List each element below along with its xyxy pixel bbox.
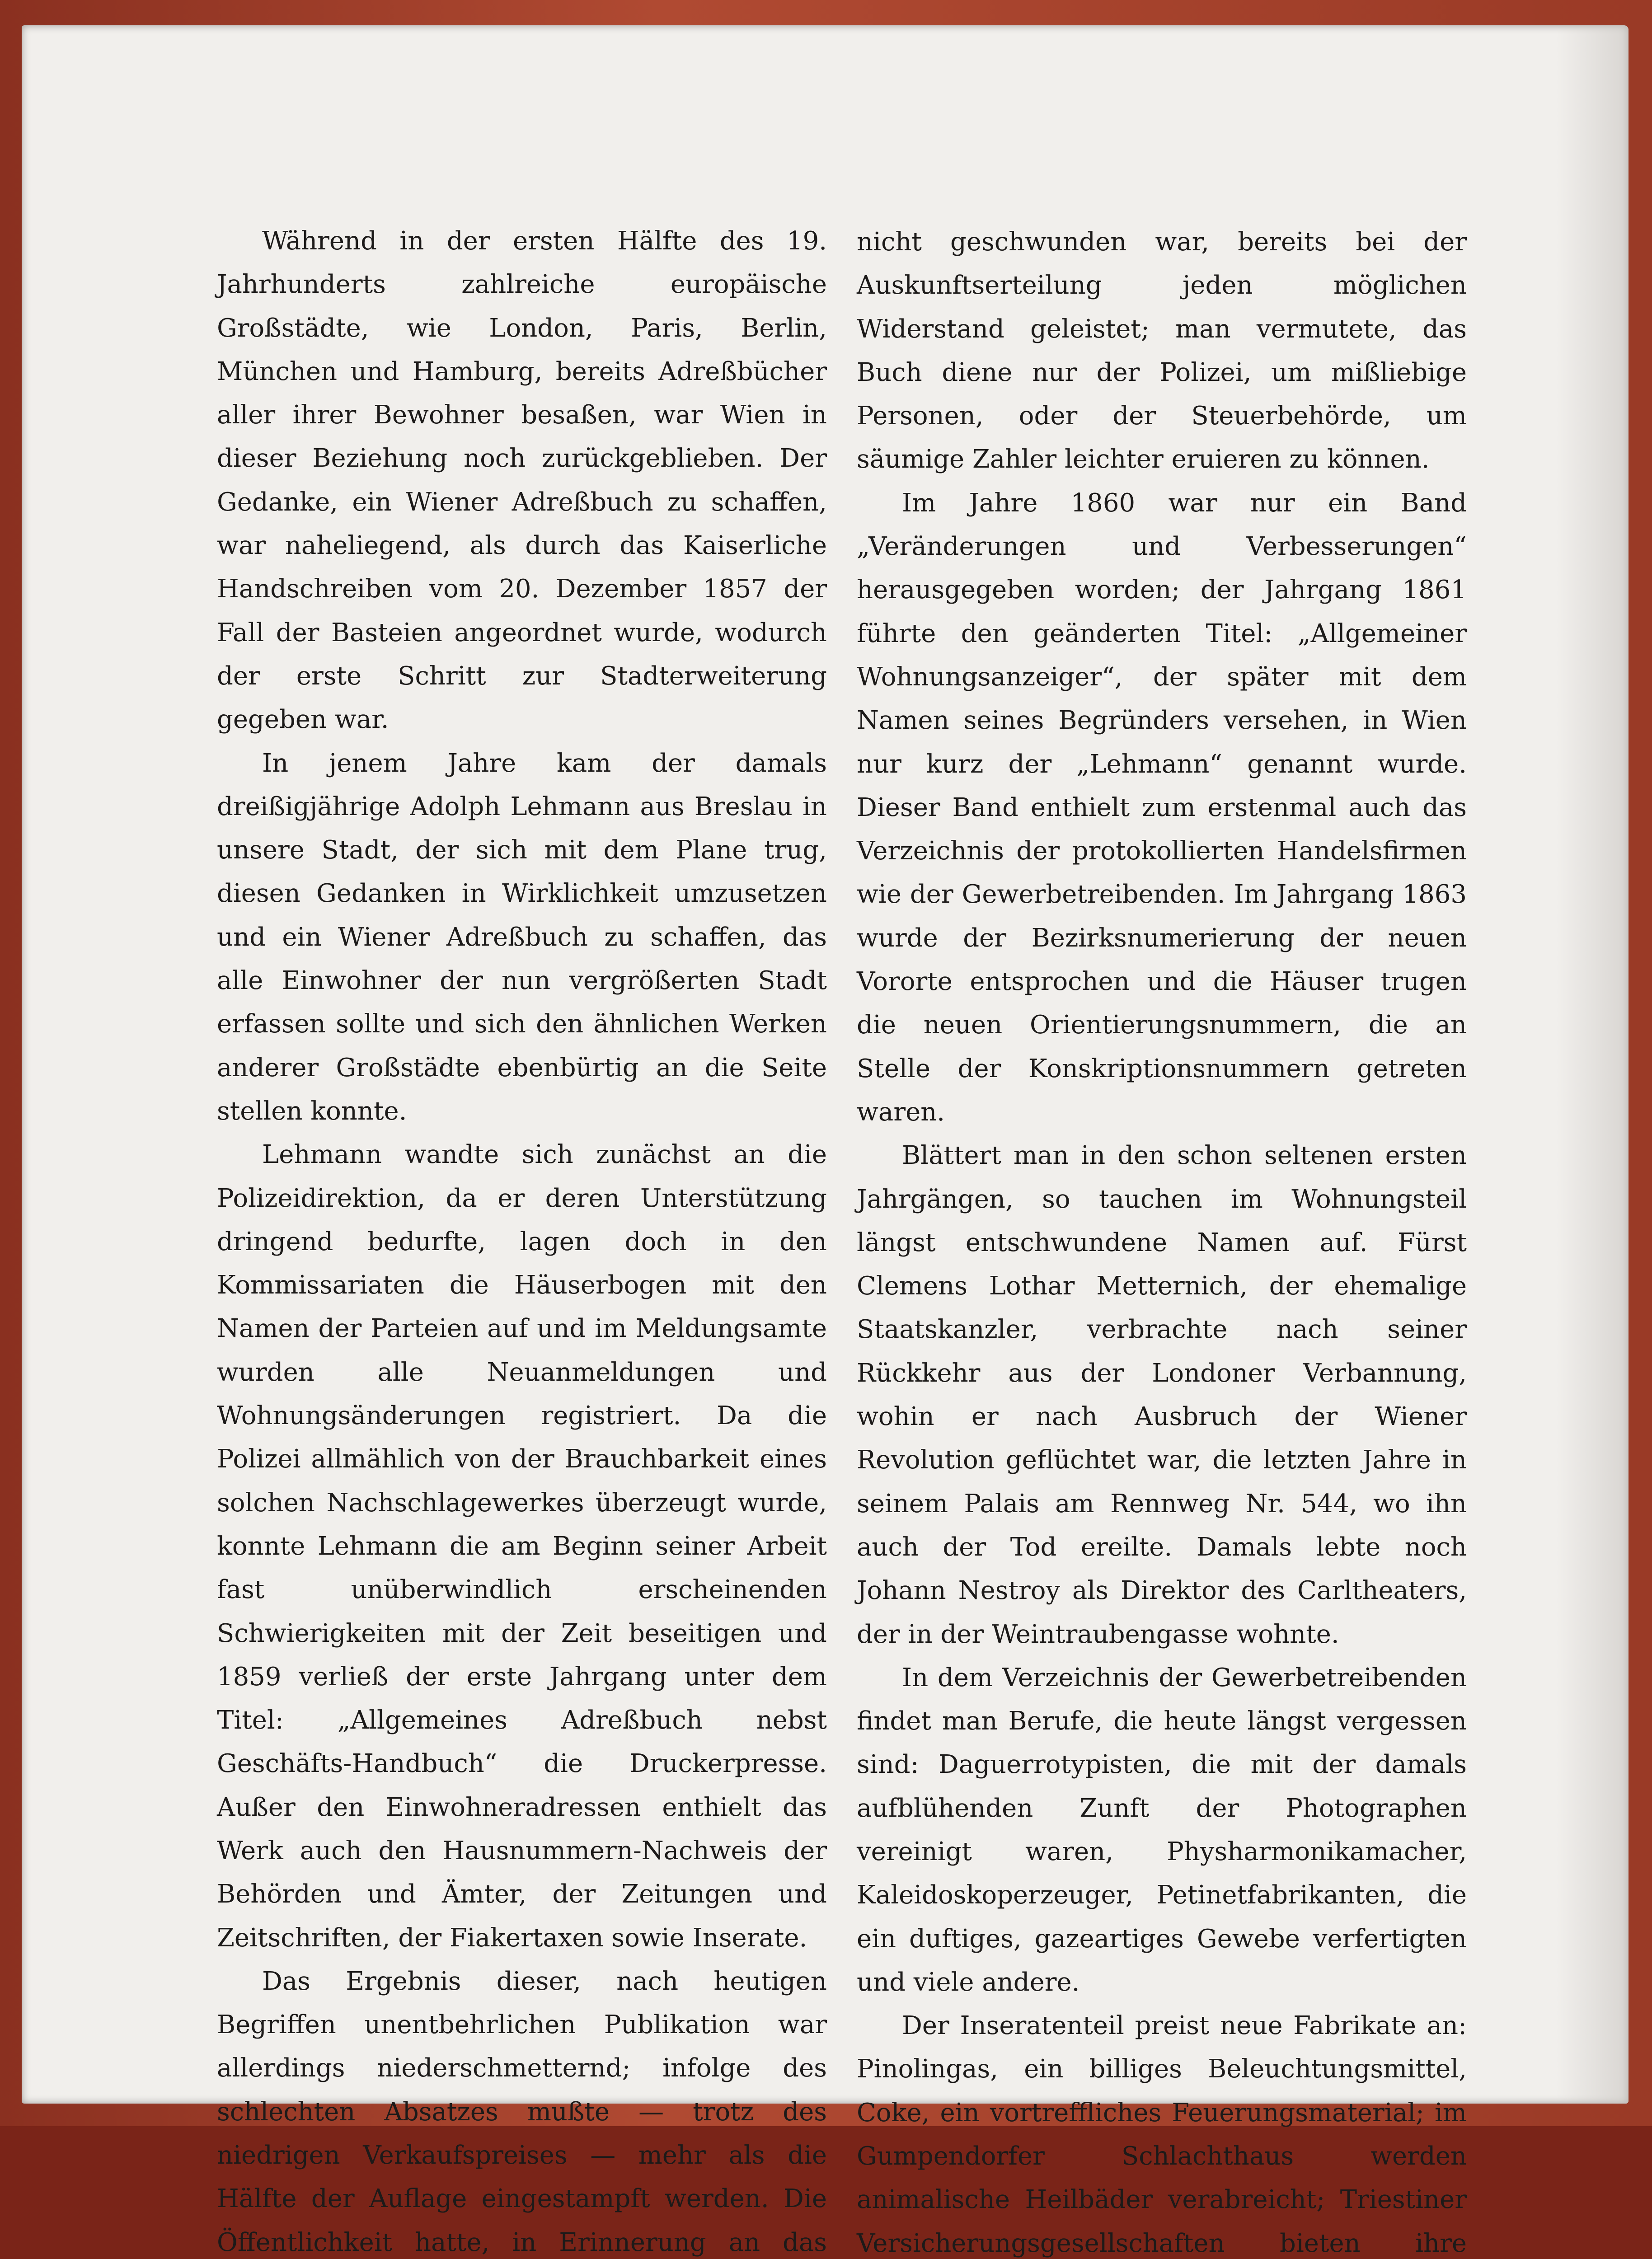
page-edge-shadow: [1556, 25, 1629, 2104]
paragraph: In dem Verzeichnis der Gewerbetreibenden findet man Berufe, die heute längst vergessen sind: Daguerrotypisten, die mit der damals aufblühenden Zunft der Photographen vereinigt waren, Physharmonikamacher, Kaleidoskoperzeuger, Petinetfabrikanten, die ein duftiges, gazeartiges Gewebe verfertigten und viele andere.: [857, 1663, 1467, 1997]
paragraph: Blättert man in den schon seltenen ersten Jahrgängen, so tauchen im Wohnungsteil längst entschwundene Namen auf. Fürst Clemens Lothar Metternich, der ehemalige Staatskanzler, verbrachte nach seiner Rückkehr aus der Londoner Verbannung, wohin er nach Ausbruch der Wiener Revolution geflüchtet war, die letzten Jahre in seinem Palais am Rennweg Nr. 544, wo ihn auch der Tod ereilte. Damals lebte noch Johann Nestroy als Direktor des Carltheaters, der in der Weintraubengasse wohnte.: [857, 1141, 1467, 1649]
paragraph: Das Ergebnis dieser, nach heutigen Begriffen unentbehrlichen Publikation war allerdings niederschmetternd; infolge des schlechten Absatzes mußte — trotz des niedrigen Verkaufspreises — mehr als die Hälfte der Auflage eingestampft werden. Die Öffentlichkeit hatte, in Erinnerung an das: [217, 1966, 827, 2257]
paragraph: Der Inseratenteil preist neue Fabrikate an: Pinolingas, ein billiges Beleuchtungsmittel, Coke, ein vortreffliches Feuerungsmaterial; im Gumpendorfer Schlachthaus werden animalische Heilbäder verabreicht; Triestiner Versicherungsgesellschaften bieten ihre: [857, 2011, 1467, 2258]
paragraph: Während in der ersten Hälfte des 19. Jahrhunderts zahlreiche europäische Großstädte, wie London, Paris, Berlin, München und Hamburg, bereits Adreßbücher aller ihrer Bewohner besaßen, war Wien in dieser Beziehung noch zurückgeblieben. Der Gedanke, ein Wiener Adreßbuch zu schaffen, war naheliegend, als durch das Kaiserliche Handschreiben vom 20. Dezember 1857 der Fall der Basteien angeordnet wurde, wodurch der erste Schritt zur Stadterweiterung gegeben war.: [217, 226, 827, 735]
paragraph: In jenem Jahre kam der damals dreißigjährige Adolph Lehmann aus Breslau in unsere Stadt, der sich mit dem Plane trug, diesen Gedanken in Wirklichkeit umzusetzen und ein Wiener Adreßbuch zu schaffen, das alle Einwohner der nun vergrößerten Stadt erfassen sollte und sich den ähnlichen Werken anderer Großstädte ebenbürtig an die Seite stellen konnte.: [217, 748, 827, 1126]
left-column: [217, 220, 827, 2259]
paragraph: nicht geschwunden war, bereits bei der Auskunftserteilung jeden möglichen Widerstand geleistet; man vermutete, das Buch diene nur der Polizei, um mißliebige Personen, oder der Steuerbehörde, um säumige Zahler leichter eruieren zu können.: [857, 227, 1467, 474]
paragraph: Lehmann wandte sich zunächst an die Polizeidirektion, da er deren Unterstützung dringend bedurfte, lagen doch in den Kommissariaten die Häuserbogen mit den Namen der Parteien auf und im Meldungsamte wurden alle Neuanmeldungen und Wohnungsänderungen registriert. Da die Polizei allmählich von der Brauchbarkeit eines solchen Nachschlagewerkes überzeugt wurde, konnte Lehmann die am Beginn seiner Arbeit fast unüberwindlich erscheinenden Schwierigkeiten mit der Zeit beseitigen und 1859 verließ der erste Jahrgang unter dem Titel: „Allgemeines Adreßbuch nebst Geschäfts-Handbuch“ die Druckerpresse. Außer den Einwohneradressen enthielt das Werk auch den Hausnummern-Nachweis der Behörden und Ämter, der Zeitungen und Zeitschriften, der Fiakertaxen sowie Inserate.: [217, 1140, 827, 1953]
paragraph: Im Jahre 1860 war nur ein Band „Veränderungen und Verbesserungen“ herausgegeben worden; der Jahrgang 1861 führte den geänderten Titel: „Allgemeiner Wohnungsanzeiger“, der später mit dem Namen seines Begründers versehen, in Wien nur kurz der „Lehmann“ genannt wurde. Dieser Band enthielt zum erstenmal auch das Verzeichnis der protokollierten Handelsfirmen wie der Gewerbetreibenden. Im Jahrgang 1863 wurde der Bezirksnumerierung der neuen Vororte entsprochen und die Häuser trugen die neuen Orientierungsnummern, die an Stelle der Konskriptionsnummern getreten waren.: [857, 488, 1467, 1127]
right-column: [857, 220, 1467, 2259]
page: [22, 25, 1629, 2258]
